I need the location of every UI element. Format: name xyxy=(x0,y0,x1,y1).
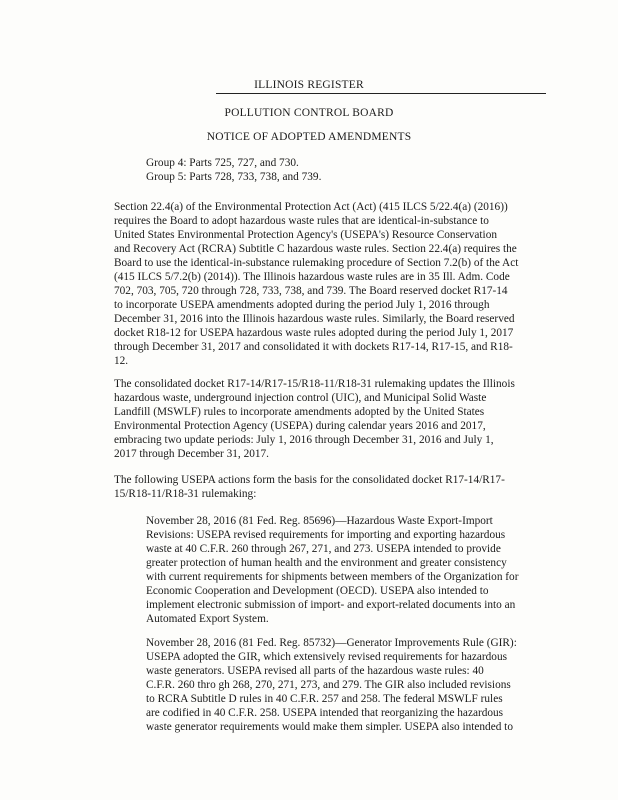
text-line: waste generators. USEPA revised all parts of the hazardous waste rules: 40 xyxy=(146,665,484,677)
group-item: Group 5: Parts 728, 733, 738, and 739. xyxy=(146,171,322,183)
text-line: to incorporate USEPA amendments adopted during the period July 1, 2016 through xyxy=(114,299,490,311)
text-line: hazardous waste, underground injection control (UIC), and Municipal Solid Waste xyxy=(114,392,487,404)
text-line: are codified in 40 C.F.R. 258. USEPA intended that reorganizing the hazardous xyxy=(146,707,504,719)
paragraph-export-import xyxy=(146,515,518,627)
text-line: Automated Export System. xyxy=(146,613,269,625)
text-line: November 28, 2016 (81 Fed. Reg. 85732)—Generator Improvements Rule (GIR): xyxy=(146,637,517,649)
paragraph-generator-improvements xyxy=(146,637,518,735)
text-line: The consolidated docket R17-14/R17-15/R18-11/R18-31 rulemaking updates the Illinois xyxy=(114,378,515,390)
text-line: 15/R18-11/R18-31 rulemaking: xyxy=(114,488,257,500)
text-line: greater protection of human health and the environment and greater consistency xyxy=(146,557,507,569)
text-line: Section 22.4(a) of the Environmental Protection Act (Act) (415 ILCS 5/22.4(a) (2016)) xyxy=(114,201,508,213)
text-line: waste generator requirements would make them simpler. USEPA also intended to xyxy=(146,721,513,733)
paragraph-section-22-4 xyxy=(114,201,518,369)
group-list xyxy=(146,157,321,185)
text-line: waste at 40 C.F.R. 260 through 267, 271, and 273. USEPA intended to provide xyxy=(146,543,501,555)
paragraph-usepa-actions xyxy=(114,474,518,502)
register-title: ILLINOIS REGISTER xyxy=(254,79,364,91)
text-line: United States Environmental Protection Agency's (USEPA's) Resource Conservation xyxy=(114,229,497,241)
text-line: with current requirements for shipments between members of the Organization for xyxy=(146,571,519,583)
text-line: C.F.R. 260 thro gh 268, 270, 271, 273, and 279. The GIR also included revisions xyxy=(146,679,511,691)
text-line: Landfill (MSWLF) rules to incorporate amendments adopted by the United States xyxy=(114,406,485,418)
header-rule xyxy=(216,93,546,94)
text-line: 702, 703, 705, 720 through 728, 733, 738, and 739. The Board reserved docket R17-14 xyxy=(114,285,508,297)
board-name: POLLUTION CONTROL BOARD xyxy=(224,107,394,119)
paragraph-consolidated-docket xyxy=(114,378,518,462)
text-line: embracing two update periods: July 1, 2016 through December 31, 2016 and July 1, xyxy=(114,434,494,446)
text-line: to RCRA Subtitle D rules in 40 C.F.R. 257 and 258. The federal MSWLF rules xyxy=(146,693,503,705)
text-line: December 31, 2016 into the Illinois hazardous waste rules. Similarly, the Board reserved xyxy=(114,313,515,325)
text-line: Revisions: USEPA revised requirements for importing and exporting hazardous xyxy=(146,529,506,541)
text-line: through December 31, 2017 and consolidated it with dockets R17-14, R17-15, and R18- xyxy=(114,341,513,353)
notice-title: NOTICE OF ADOPTED AMENDMENTS xyxy=(206,131,412,143)
text-line: Board to use the identical-in-substance rulemaking procedure of Section 7.2(b) of the Act xyxy=(114,257,519,269)
text-line: 2017 through December 31, 2017. xyxy=(114,448,269,460)
text-line: Economic Cooperation and Development (OECD). USEPA also intended to xyxy=(146,585,489,597)
text-line: and Recovery Act (RCRA) Subtitle C hazardous waste rules. Section 22.4(a) requires the xyxy=(114,243,517,255)
text-line: The following USEPA actions form the basis for the consolidated docket R17-14/R17- xyxy=(114,474,505,486)
text-line: Environmental Protection Agency (USEPA) during calendar years 2016 and 2017, xyxy=(114,420,486,432)
text-line: docket R18-12 for USEPA hazardous waste rules adopted during the period July 1, 2017 xyxy=(114,327,514,339)
text-line: requires the Board to adopt hazardous waste rules that are identical-in-substance to xyxy=(114,215,489,227)
group-item: Group 4: Parts 725, 727, and 730. xyxy=(146,157,299,169)
text-line: November 28, 2016 (81 Fed. Reg. 85696)—Hazardous Waste Export-Import xyxy=(146,515,493,527)
text-line: (415 ILCS 5/7.2(b) (2014)). The Illinois hazardous waste rules are in 35 Ill. Adm. Code xyxy=(114,271,510,283)
text-line: USEPA adopted the GIR, which extensively revised requirements for hazardous xyxy=(146,651,507,663)
text-line: 12. xyxy=(114,355,129,367)
text-line: implement electronic submission of import- and export-related documents into an xyxy=(146,599,516,611)
